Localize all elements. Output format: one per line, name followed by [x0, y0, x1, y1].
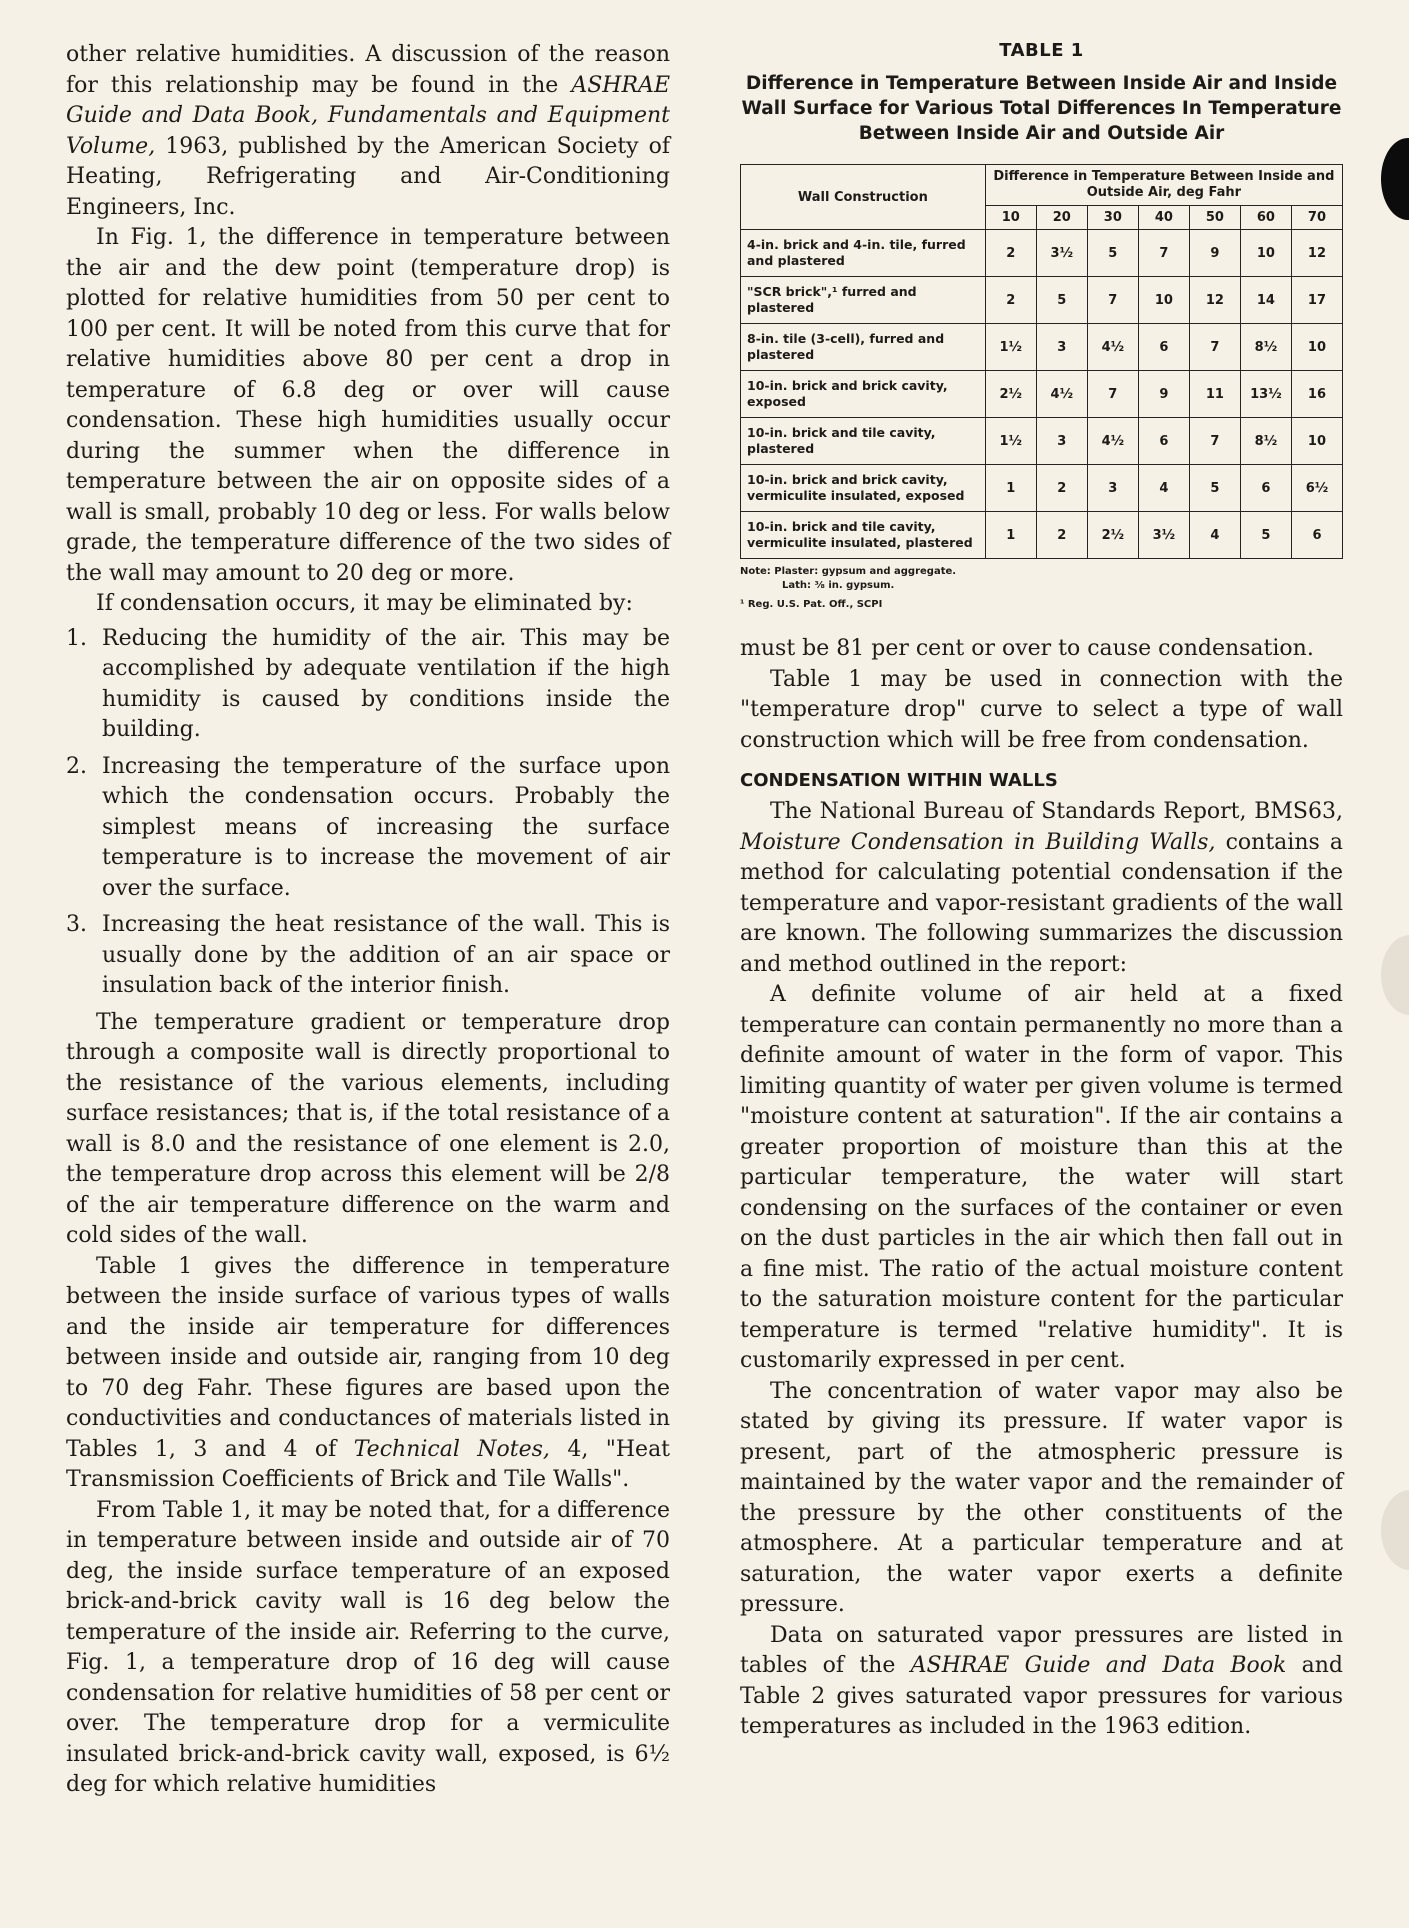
table-cell: 6½ [1291, 465, 1342, 512]
table-footnote: ¹ Reg. U.S. Pat. Off., SCPI [740, 599, 883, 610]
paragraph: other relative humidities. A discussion of the reason for this relationship may be found in the ASHRAE Guide and Data Book, Fundamentals and Equipment Volume, 1963, published by the American Society of Heating, Refrigerating and Air-Conditioning Engineers, Inc. [66, 42, 671, 220]
table-row [741, 371, 1343, 418]
table-cell: 10 [1291, 418, 1342, 465]
paragraph: must be 81 per cent or over to cause condensation. [740, 636, 1314, 661]
table-cell: 5 [1240, 512, 1291, 559]
table-cell: 4½ [1087, 418, 1138, 465]
table-cell: 2 [985, 230, 1036, 277]
table-cell: 9 [1138, 371, 1189, 418]
column-header: 40 [1138, 206, 1189, 230]
right-column [740, 40, 1343, 1743]
column-header: 50 [1189, 206, 1240, 230]
table-cell: 8½ [1240, 418, 1291, 465]
table-cell: 12 [1291, 230, 1342, 277]
row-label: "SCR brick",¹ furred and plastered [741, 277, 986, 324]
table-cell: 2 [1036, 512, 1087, 559]
table-cell: 7 [1087, 371, 1138, 418]
header-wall-construction: Wall Construction [741, 165, 986, 230]
column-header: 60 [1240, 206, 1291, 230]
row-label: 10-in. brick and brick cavity, exposed [741, 371, 986, 418]
table-title: TABLE 1 [999, 40, 1084, 61]
table-cell: 13½ [1240, 371, 1291, 418]
paragraph: In Fig. 1, the difference in temperature between the air and the dew point (temperature drop) is plotted for relative humidities from 50 per cent to 100 per cent. It will be noted from this curve that for relative humidities above 80 per cent a drop in temperature of 6.8 deg or over will cause condensation. These high humidities usually occur during the summer when the difference in temperature between the air on opposite sides of a wall is small, probably 10 deg or less. For walls below grade, the temperature difference of the two sides of the wall may amount to 20 deg or more. [66, 225, 670, 586]
table-cell: 1 [985, 465, 1036, 512]
table-caption: Difference in Temperature Between Inside Air and Inside Wall Surface for Various Total Differences In Temperature Between Inside Air and Outside Air [741, 73, 1342, 144]
table-cell: 7 [1138, 230, 1189, 277]
table-cell: 3½ [1036, 230, 1087, 277]
table-cell: 12 [1189, 277, 1240, 324]
paragraph: Table 1 gives the difference in temperature between the inside surface of various types of walls and the inside air temperature for differences between inside and outside air, ranging from 10 deg to 70 deg Fahr. These figures are based upon the conductivities and conductances of materials listed in Tables 1, 3 and 4 of Technical Notes, 4, "Heat Transmission Coefficients of Brick and Tile Walls". [66, 1253, 671, 1492]
table-cell: 16 [1291, 371, 1342, 418]
table-note: Note: Plaster: gypsum and aggregate. Lath: ⅜ in. gypsum. [740, 566, 957, 591]
table-cell: 3 [1036, 418, 1087, 465]
table-row [741, 418, 1343, 465]
table-cell: 14 [1240, 277, 1291, 324]
table-cell: 7 [1189, 418, 1240, 465]
paragraph: Data on saturated vapor pressures are listed in tables of the ASHRAE Guide and Data Book and Table 2 gives saturated vapor pressures for various temperatures as included in the 1963 edition. [740, 1622, 1343, 1739]
table-cell: 7 [1087, 277, 1138, 324]
table-cell: 3 [1036, 324, 1087, 371]
page-shadow-mark [1381, 935, 1409, 1015]
paragraph: If condensation occurs, it may be eliminated by: [96, 591, 633, 616]
table-cell: 3 [1087, 465, 1138, 512]
remedy-list [66, 624, 670, 1002]
column-header: 20 [1036, 206, 1087, 230]
table-cell: 17 [1291, 277, 1342, 324]
row-label: 8-in. tile (3-cell), furred and plastered [741, 324, 986, 371]
table-cell: 4 [1138, 465, 1189, 512]
table-cell: 4½ [1087, 324, 1138, 371]
table-cell: 6 [1138, 418, 1189, 465]
paragraph: A definite volume of air held at a fixed temperature can contain permanently no more than a definite amount of water in the form of vapor. This limiting quantity of water per given volume is termed "moisture content at saturation". If the air contains a greater proportion of moisture than this at the particular temperature, the water will start condensing on the surfaces of the container or even on the dust particles in the air which then fall out in a fine mist. The ratio of the actual moisture content to the saturation moisture content for the particular temperature is termed "relative humidity". It is customarily expressed in per cent. [740, 982, 1343, 1373]
table-cell: 10 [1240, 230, 1291, 277]
page-tab-marker [1381, 138, 1409, 220]
table-row [741, 277, 1343, 324]
table-cell: 6 [1291, 512, 1342, 559]
table-cell: 2 [985, 277, 1036, 324]
row-label: 10-in. brick and tile cavity, plastered [741, 418, 986, 465]
table-cell: 1½ [985, 324, 1036, 371]
table-cell: 9 [1189, 230, 1240, 277]
table-cell: 5 [1036, 277, 1087, 324]
page-shadow-mark [1381, 1490, 1409, 1570]
paragraph: The concentration of water vapor may also be stated by giving its pressure. If water vapor is present, part of the atmospheric pressure is maintained by the water vapor and the remainder of the pressure by the other constituents of the atmosphere. At a particular temperature and at saturation, the water vapor exerts a definite pressure. [740, 1378, 1343, 1617]
table-cell: 6 [1138, 324, 1189, 371]
list-item: 2. Increasing the temperature of the surface upon which the condensation occurs. Probably the simplest means of increasing the surface temperature is to increase the movement of air over the surface. [66, 753, 670, 901]
table-row [741, 324, 1343, 371]
table-cell: 4 [1189, 512, 1240, 559]
table-row [741, 512, 1343, 559]
table-row [741, 230, 1343, 277]
table-cell: 5 [1189, 465, 1240, 512]
list-item: 3. Increasing the heat resistance of the wall. This is usually done by the addition of an air space or insulation back of the interior finish. [66, 912, 670, 998]
table-cell: 7 [1189, 324, 1240, 371]
table-cell: 2 [1036, 465, 1087, 512]
table-cell: 10 [1138, 277, 1189, 324]
paragraph: The National Bureau of Standards Report, BMS63, Moisture Condensation in Building Walls, contains a method for calculating potential condensation if the temperature and vapor-resistant gradients of the wall are known. The following summarizes the discussion and method outlined in the report: [740, 799, 1344, 977]
paragraph: Table 1 may be used in connection with the "temperature drop" curve to select a type of wall construction which will be free from condensation. [740, 666, 1343, 753]
table-cell: 11 [1189, 371, 1240, 418]
table-cell: 2½ [985, 371, 1036, 418]
temperature-difference-table [740, 164, 1343, 559]
left-column [66, 40, 670, 1801]
table-cell: 1 [985, 512, 1036, 559]
table-cell: 4½ [1036, 371, 1087, 418]
table-cell: 6 [1240, 465, 1291, 512]
column-header: 70 [1291, 206, 1342, 230]
header-temperature-group: Difference in Temperature Between Inside and Outside Air, deg Fahr [985, 165, 1342, 206]
table-cell: 3½ [1138, 512, 1189, 559]
section-heading: CONDENSATION WITHIN WALLS [740, 770, 1058, 791]
paragraph: From Table 1, it may be noted that, for a difference in temperature between inside and outside air of 70 deg, the inside surface temperature of an exposed brick-and-brick cavity wall is 16 deg below the temperature of the inside air. Referring to the curve, Fig. 1, a temperature drop of 16 deg will cause condensation for relative humidities of 58 per cent or over. The temperature drop for a vermiculite insulated brick-and-brick cavity wall, exposed, is 6½ deg for which relative humidities [66, 1497, 670, 1797]
column-header: 30 [1087, 206, 1138, 230]
column-header: 10 [985, 206, 1036, 230]
row-label: 10-in. brick and brick cavity, vermiculite insulated, exposed [741, 465, 986, 512]
list-item: 1. Reducing the humidity of the air. This may be accomplished by adequate ventilation if the high humidity is caused by conditions inside the building. [66, 625, 670, 742]
row-label: 4-in. brick and 4-in. tile, furred and plastered [741, 230, 986, 277]
table-cell: 5 [1087, 230, 1138, 277]
table-cell: 8½ [1240, 324, 1291, 371]
table-cell: 2½ [1087, 512, 1138, 559]
table-cell: 10 [1291, 324, 1342, 371]
table-row [741, 465, 1343, 512]
paragraph: The temperature gradient or temperature drop through a composite wall is directly proportional to the resistance of the various elements, including surface resistances; that is, if the total resistance of a wall is 8.0 and the resistance of one element is 2.0, the temperature drop across this element will be 2/8 of the air temperature difference on the warm and cold sides of the wall. [66, 1009, 670, 1248]
table-cell: 1½ [985, 418, 1036, 465]
row-label: 10-in. brick and tile cavity, vermiculite insulated, plastered [741, 512, 986, 559]
